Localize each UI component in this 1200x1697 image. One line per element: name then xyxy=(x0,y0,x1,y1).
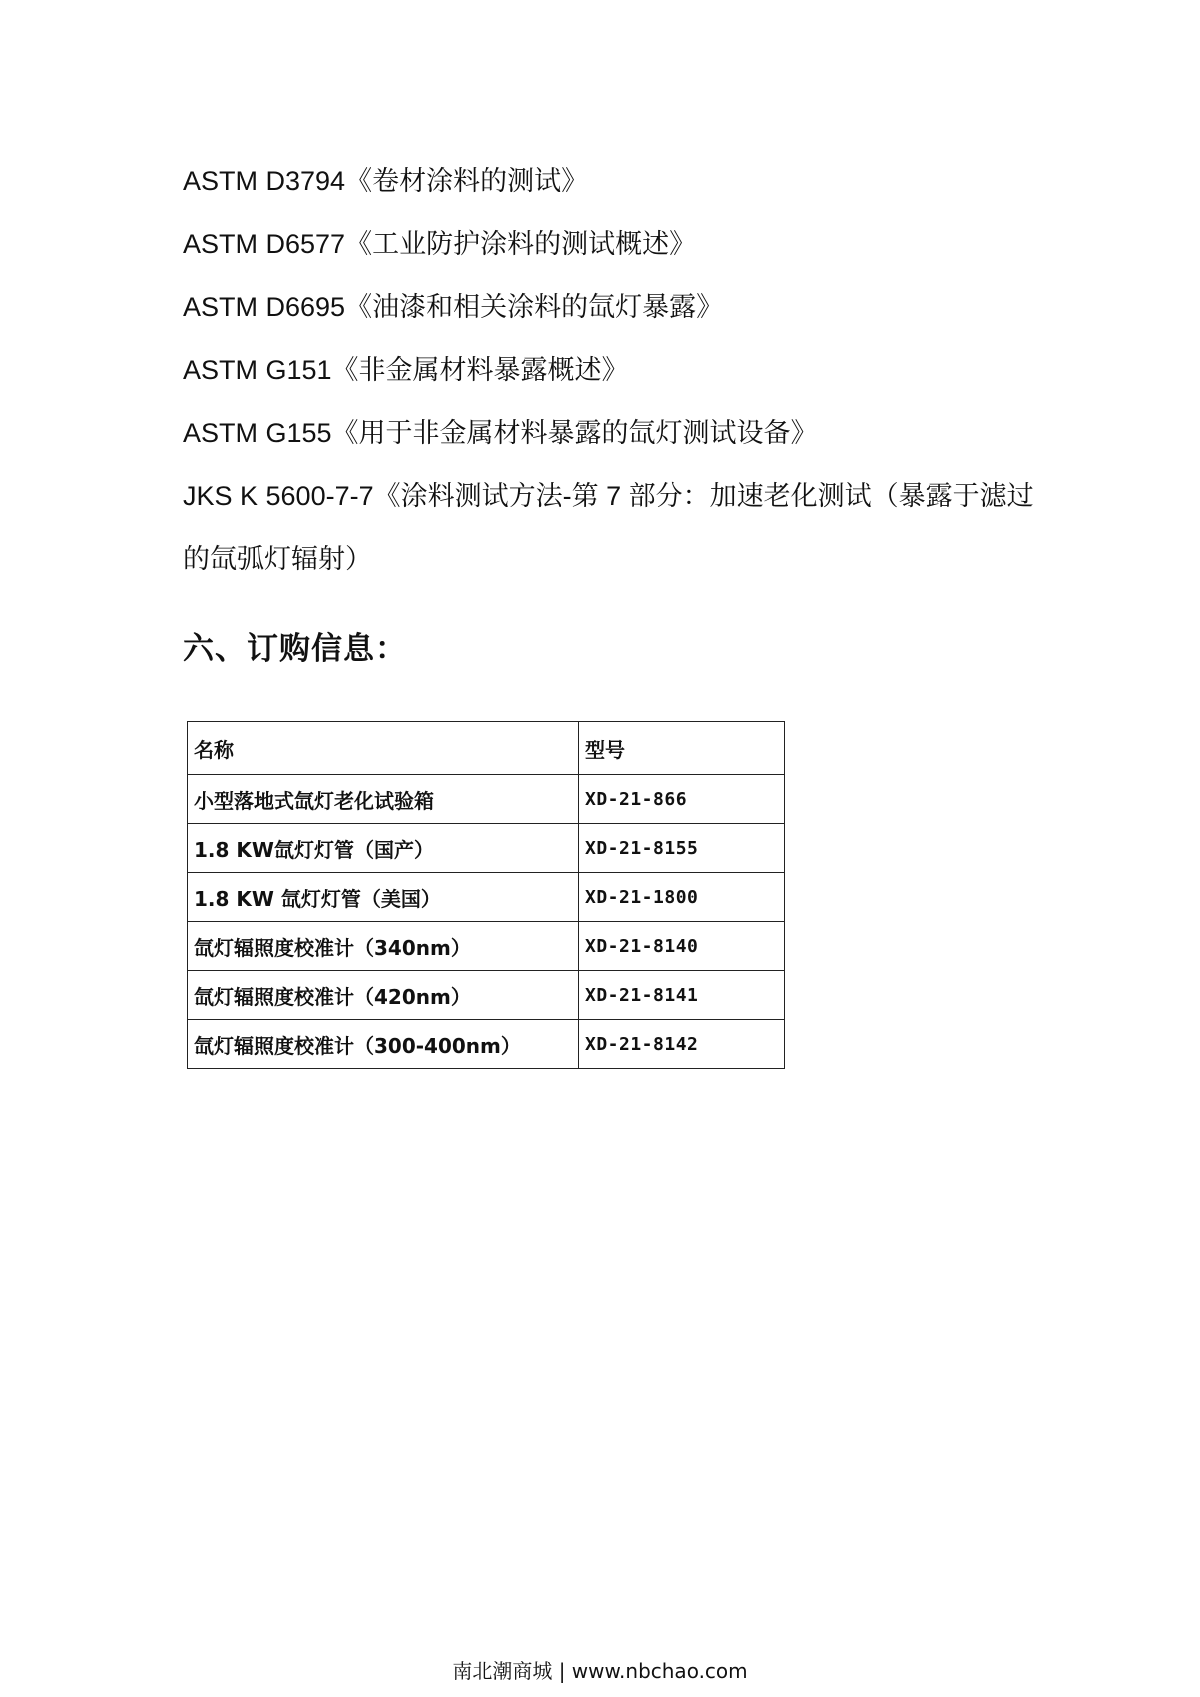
standard-item: ASTM D6695《油漆和相关涂料的氙灯暴露》 xyxy=(183,292,724,322)
product-name-cell: 1.8 KW氙灯灯管（国产） xyxy=(188,824,579,873)
table-header-row xyxy=(188,722,785,775)
order-info-table xyxy=(187,721,785,1069)
product-name-cell: 氙灯辐照度校准计（300-400nm） xyxy=(188,1020,579,1069)
standard-item: ASTM G151《非金属材料暴露概述》 xyxy=(183,355,629,385)
column-header-model: 型号 xyxy=(579,722,785,775)
table-row xyxy=(188,873,785,922)
standard-item: JKS K 5600-7-7《涂料测试方法-第 7 部分：加速老化测试（暴露于滤过的氙弧灯辐射） xyxy=(183,481,1034,574)
column-header-name: 名称 xyxy=(188,722,579,775)
model-number-cell: XD-21-1800 xyxy=(579,873,785,922)
table-row xyxy=(188,1020,785,1069)
standard-item: ASTM G155《用于非金属材料暴露的氙灯测试设备》 xyxy=(183,418,818,448)
product-name-cell: 1.8 KW 氙灯灯管（美国） xyxy=(188,873,579,922)
product-name-cell: 小型落地式氙灯老化试验箱 xyxy=(188,775,579,824)
model-number-cell: XD-21-8142 xyxy=(579,1020,785,1069)
model-number-cell: XD-21-866 xyxy=(579,775,785,824)
model-number-cell: XD-21-8155 xyxy=(579,824,785,873)
product-name-cell: 氙灯辐照度校准计（340nm） xyxy=(188,922,579,971)
standard-item: ASTM D3794《卷材涂料的测试》 xyxy=(183,166,589,196)
table-row xyxy=(188,922,785,971)
standards-list xyxy=(183,150,1043,591)
model-number-cell: XD-21-8140 xyxy=(579,922,785,971)
table-row xyxy=(188,971,785,1020)
product-name-cell: 氙灯辐照度校准计（420nm） xyxy=(188,971,579,1020)
section-heading: 六、订购信息： xyxy=(183,631,407,667)
page-footer: 南北潮商城 | www.nbchao.com xyxy=(452,1659,748,1683)
table-row xyxy=(188,824,785,873)
model-number-cell: XD-21-8141 xyxy=(579,971,785,1020)
table-row xyxy=(188,775,785,824)
standard-item: ASTM D6577《工业防护涂料的测试概述》 xyxy=(183,229,697,259)
